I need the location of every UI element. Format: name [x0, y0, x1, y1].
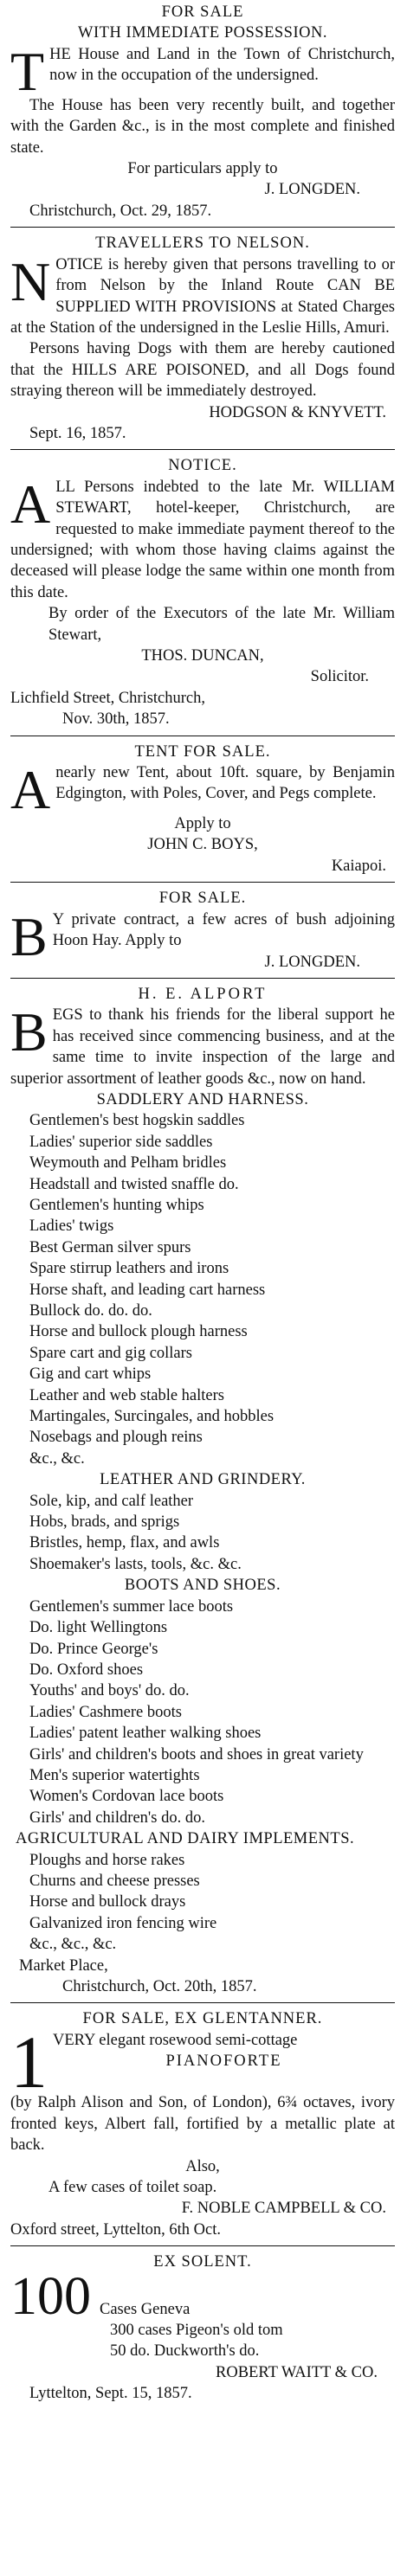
leather-list	[10, 1491, 395, 1576]
list-item: Ploughs and horse rakes	[29, 1851, 185, 1869]
ad-notice-stewart	[10, 450, 395, 736]
ad-signer: J. LONGDEN.	[264, 953, 360, 971]
list-item: Ladies' Cashmere boots	[29, 1703, 182, 1721]
solent-line-1: Cases Geneva	[100, 2300, 191, 2318]
ad-signer: ROBERT WAITT & CO.	[216, 2363, 378, 2381]
section-heading-saddlery: SADDLERY AND HARNESS.	[96, 1090, 309, 1108]
list-item: Sole, kip, and calf leather	[29, 1492, 194, 1510]
list-item: Do. light Wellingtons	[29, 1619, 168, 1637]
ad-body-2: The House has been very recently built, and together with the Garden &c., is in the most complete and finished state.	[10, 96, 395, 157]
ad-bush	[10, 883, 395, 979]
list-item: Ladies' patent leather walking shoes	[29, 1725, 262, 1743]
ad-dateline-2: Nov. 30th, 1857.	[62, 710, 170, 729]
ad-body-3: For particulars apply to	[127, 160, 278, 178]
list-item: Gig and cart whips	[29, 1365, 152, 1384]
ad-heading: TRAVELLERS TO NELSON.	[95, 234, 310, 253]
list-item: Girls' and children's do. do.	[29, 1808, 205, 1827]
ad-signer: JOHN C. BOYS,	[147, 836, 258, 854]
ad-alport	[10, 979, 395, 2004]
ad-travellers	[10, 228, 395, 450]
list-item: &c., &c., &c.	[29, 1936, 117, 1954]
drop-cap: A	[10, 472, 51, 535]
list-item: Leather and web stable halters	[29, 1386, 224, 1404]
list-item: Best German silver spurs	[29, 1238, 191, 1256]
ad-apply: Apply to	[174, 815, 231, 833]
ad-signer: J. LONGDEN.	[264, 181, 360, 199]
ad-signer: HODGSON & KNYVETT.	[209, 403, 386, 421]
drop-cap: N	[10, 250, 51, 312]
ad-body: OTICE is hereby given that persons travelling to or from Nelson by the Inland Route CAN BE SUPPLIED WITH PROVISIONS at Stated Charges at the Station of the undersigned in the Leslie Hills, Amuri.	[10, 255, 395, 337]
ad-dateline: Christchurch, Oct. 29, 1857.	[29, 202, 212, 220]
ad-sale-possession	[10, 0, 395, 228]
ad-body: Y private contract, a few acres of bush adjoining Hoon Hay. Apply to	[52, 910, 395, 950]
drop-cap: 100	[10, 2266, 91, 2326]
ad-body: HE House and Land in the Town of Christchurch, now in the occupation of the undersigned.	[49, 45, 395, 85]
drop-cap: 1	[10, 2020, 48, 2104]
ad-heading: FOR SALE, EX GLENTANNER.	[82, 2010, 323, 2028]
ad-also-item: A few cases of toilet soap.	[48, 2178, 217, 2196]
ad-tent	[10, 736, 395, 883]
drop-cap: B	[10, 905, 48, 967]
list-item: Ladies' superior side saddles	[29, 1133, 213, 1151]
ad-dateline-1: Lichfield Street, Christchurch,	[10, 689, 206, 707]
ad-body-2: By order of the Executors of the late Mr. William Stewart,	[48, 605, 395, 644]
list-item: Hobs, brads, and sprigs	[29, 1513, 180, 1532]
list-item: Women's Cordovan lace boots	[29, 1788, 224, 1806]
ad-heading: FOR SALE	[161, 3, 244, 21]
ad-dateline: Oxford street, Lyttelton, 6th Oct.	[10, 2220, 222, 2239]
list-item: Spare cart and gig collars	[29, 1344, 193, 1362]
drop-cap: T	[10, 40, 45, 102]
list-item: Do. Oxford shoes	[29, 1661, 144, 1679]
list-item: Gentlemen's hunting whips	[29, 1196, 204, 1214]
ad-signer: F. NOBLE CAMPBELL & CO.	[181, 2200, 386, 2218]
list-item: Youths' and boys' do. do.	[29, 1682, 190, 1700]
list-item: Bullock do. do. do.	[29, 1302, 152, 1320]
list-item: Weymouth and Pelham bridles	[29, 1154, 227, 1172]
ad-signer-role: Solicitor.	[310, 668, 369, 686]
list-item: Horse and bullock drays	[29, 1893, 186, 1911]
section-heading-leather: LEATHER AND GRINDERY.	[100, 1471, 306, 1489]
ad-heading: EX SOLENT.	[153, 2253, 252, 2271]
ad-dateline: Christchurch, Oct. 20th, 1857.	[62, 1978, 257, 1995]
ad-body: LL Persons indebted to the late Mr. WILLIAM STEWART, hotel-keeper, Christchurch, are requested to make immediate payment thereof to the undersigned; with whom those having claims against the deceased will please lodge the same within one month from this date.	[10, 478, 395, 601]
ad-body: nearly new Tent, about 10ft. square, by Benjamin Edgington, with Poles, Cover, and Pegs complete.	[55, 764, 395, 803]
ad-heading: FOR SALE.	[158, 890, 247, 908]
ad-body-2: (by Ralph Alison and Son, of London), 6¾ octaves, ivory fronted keys, Albert fall, fortified by a metallic plate at back.	[10, 2094, 395, 2155]
list-item: Spare stirrup leathers and irons	[29, 1260, 229, 1278]
ad-dateline: Sept. 16, 1857.	[29, 424, 126, 442]
ad-heading: NOTICE.	[168, 457, 237, 475]
saddlery-list	[10, 1110, 395, 1469]
drop-cap: A	[10, 759, 51, 821]
list-item: Gentlemen's summer lace boots	[29, 1597, 234, 1616]
list-item: Ladies' twigs	[29, 1217, 114, 1236]
list-item: Gentlemen's best hogskin saddles	[29, 1112, 245, 1130]
boots-list	[10, 1596, 395, 1828]
agri-list	[10, 1850, 395, 1956]
list-item: Martingales, Surcingales, and hobbles	[29, 1408, 275, 1426]
ad-body: EGS to thank his friends for the liberal support he has received since commencing business, and at the same time to invite inspection of the large and superior assortment of leather goods &c., now on hand.	[10, 1006, 395, 1088]
solent-line-2: 300 cases Pigeon's old tom	[110, 2321, 283, 2339]
ad-item: PIANOFORTE	[165, 2052, 282, 2071]
list-item: Do. Prince George's	[29, 1640, 158, 1658]
ad-heading: TENT FOR SALE.	[134, 742, 271, 761]
list-item: Churns and cheese presses	[29, 1872, 200, 1890]
ad-place: Kaiapoi.	[331, 857, 386, 875]
ad-subheading: WITH IMMEDIATE POSSESSION.	[78, 24, 327, 42]
ad-signer: THOS. DUNCAN,	[141, 647, 264, 665]
ad-also: Also,	[185, 2157, 220, 2175]
list-item: Bristles, hemp, flax, and awls	[29, 1534, 220, 1552]
ad-solent	[10, 2246, 395, 2409]
ad-dateline: Lyttelton, Sept. 15, 1857.	[29, 2385, 192, 2403]
list-item: Girls' and children's boots and shoes in great variety	[29, 1745, 364, 1763]
ad-place: Market Place,	[19, 1956, 108, 1975]
section-heading-boots: BOOTS AND SHOES.	[124, 1577, 281, 1595]
ad-body: VERY elegant rosewood semi-cottage	[53, 2031, 298, 2049]
list-item: Men's superior watertights	[29, 1766, 200, 1784]
list-item: &c., &c.	[29, 1449, 85, 1468]
list-item: Horse and bullock plough harness	[29, 1323, 248, 1341]
solent-line-3: 50 do. Duckworth's do.	[110, 2342, 260, 2361]
section-heading-agri: AGRICULTURAL AND DAIRY IMPLEMENTS.	[16, 1830, 355, 1848]
ad-heading: H. E. ALPORT	[138, 985, 268, 1003]
list-item: Horse shaft, and leading cart harness	[29, 1281, 266, 1299]
list-item: Nosebags and plough reins	[29, 1429, 203, 1447]
list-item: Galvanized iron fencing wire	[29, 1914, 217, 1932]
drop-cap: B	[10, 1001, 48, 1063]
ad-glentanner	[10, 2003, 395, 2246]
ad-body-2: Persons having Dogs with them are hereby cautioned that the HILLS ARE POISONED, and all Dogs found straying thereon will be immediately destroyed.	[10, 340, 395, 401]
list-item: Shoemaker's lasts, tools, &c. &c.	[29, 1555, 242, 1573]
list-item: Headstall and twisted snaffle do.	[29, 1175, 239, 1193]
